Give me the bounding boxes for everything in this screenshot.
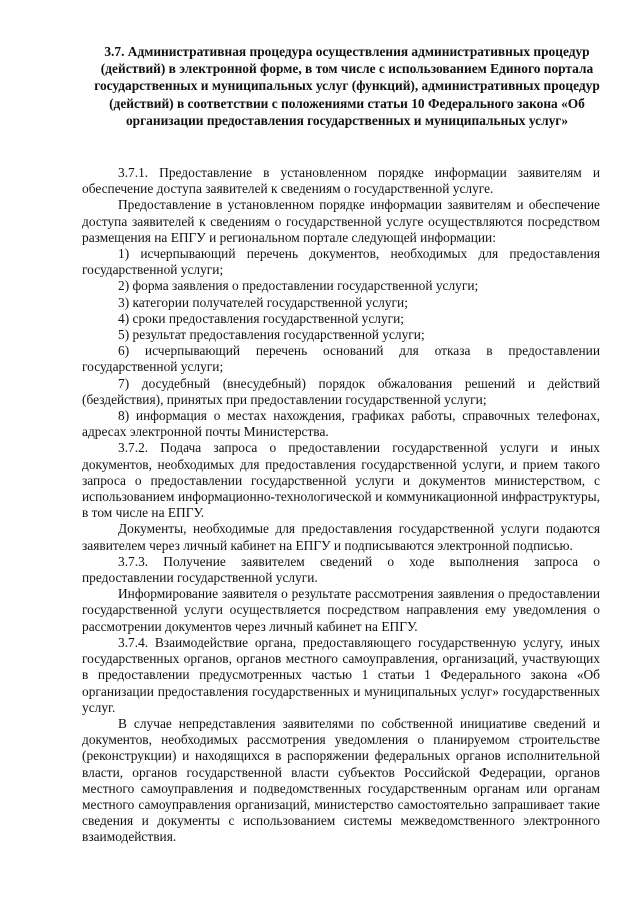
paragraph-informing: Информирование заявителя о результате рассмотрения заявления о предоставлении государственной услуги осуществляется посредством направления ему уведомления о рассмотрении документов через личный кабинет на ЕПГУ. (82, 586, 600, 634)
document-body (82, 165, 600, 846)
list-item: 1) исчерпывающий перечень документов, необходимых для предоставления государственной услуги; (82, 246, 600, 278)
paragraph-3-7-3: 3.7.3. Получение заявителем сведений о ходе выполнения запроса о предоставлении государственной услуги. (82, 553, 600, 586)
section-heading: 3.7. Административная процедура осуществления административных процедур (действий) в электронной форме, в том числе с использованием Единого портала государственных и муниципальных услуг (функций), административных процедур (действий) в соответствии с положениями статьи 10 Федерального закона «Об организации предоставления государственных и муниципальных услуг» (94, 44, 600, 128)
list-item: 8) информация о местах нахождения, графиках работы, справочных телефонах, адресах электронной почты Министерства. (82, 408, 600, 440)
list-item: 2) форма заявления о предоставлении государственной услуги; (118, 278, 479, 294)
list-item: 5) результат предоставления государственной услуги; (118, 327, 425, 343)
list-item: 7) досудебный (внесудебный) порядок обжалования решений и действий (бездействия), принятых при предоставлении государственной услуги; (82, 375, 600, 407)
list-item: 4) сроки предоставления государственной услуги; (118, 310, 405, 326)
paragraph-3-7-4: 3.7.4. Взаимодействие органа, предоставляющего государственную услугу, иных государственных органов, органов местного самоуправления, организаций, участвующих в предоставлении предусмотренных частью 1 статьи 1 Федерального закона «Об организации предоставления государственных и муниципальных услуг» государственных услуг. (82, 634, 600, 715)
paragraph-3-7-2: 3.7.2. Подача запроса о предоставлении государственной услуги и иных документов, необходимых для предоставления государственной услуги, и прием такого запроса о предоставлении государственной услуги и документов министерством, с использованием информационно-технологической и коммуникационной инфраструктуры, в том числе на ЕПГУ. (82, 440, 600, 521)
paragraph-documents: Документы, необходимые для предоставления государственной услуги подаются заявителем через личный кабинет на ЕПГУ и подписываются электронной подписью. (82, 521, 600, 553)
paragraph-info-intro: Предоставление в установленном порядке информации заявителям и обеспечение доступа заявителей к сведениям о государственной услуге осуществляются посредством размещения на ЕПГУ и региональном портале следующей информации: (82, 197, 600, 245)
list-item: 3) категории получателей государственной услуги; (118, 294, 408, 310)
list-item: 6) исчерпывающий перечень оснований для отказа в предоставлении государственной услуги; (82, 343, 600, 375)
paragraph-3-7-1: 3.7.1. Предоставление в установленном порядке информации заявителям и обеспечение доступа заявителей к сведениям о государственной услуге. (82, 165, 600, 197)
paragraph-non-submission: В случае непредставления заявителями по собственной инициативе сведений и документов, необходимых рассмотрения уведомления о планируемом строительстве (реконструкции) и находящихся в распоряжении федеральных органов исполнительной власти, органов государственной власти субъектов Российской Федерации, органов местного самоуправления и подведомственных государственным органам или органам местного самоуправления организаций, министерство самостоятельно запрашивает такие сведения и документы с использованием системы межведомственного электронного взаимодействия. (82, 715, 600, 845)
